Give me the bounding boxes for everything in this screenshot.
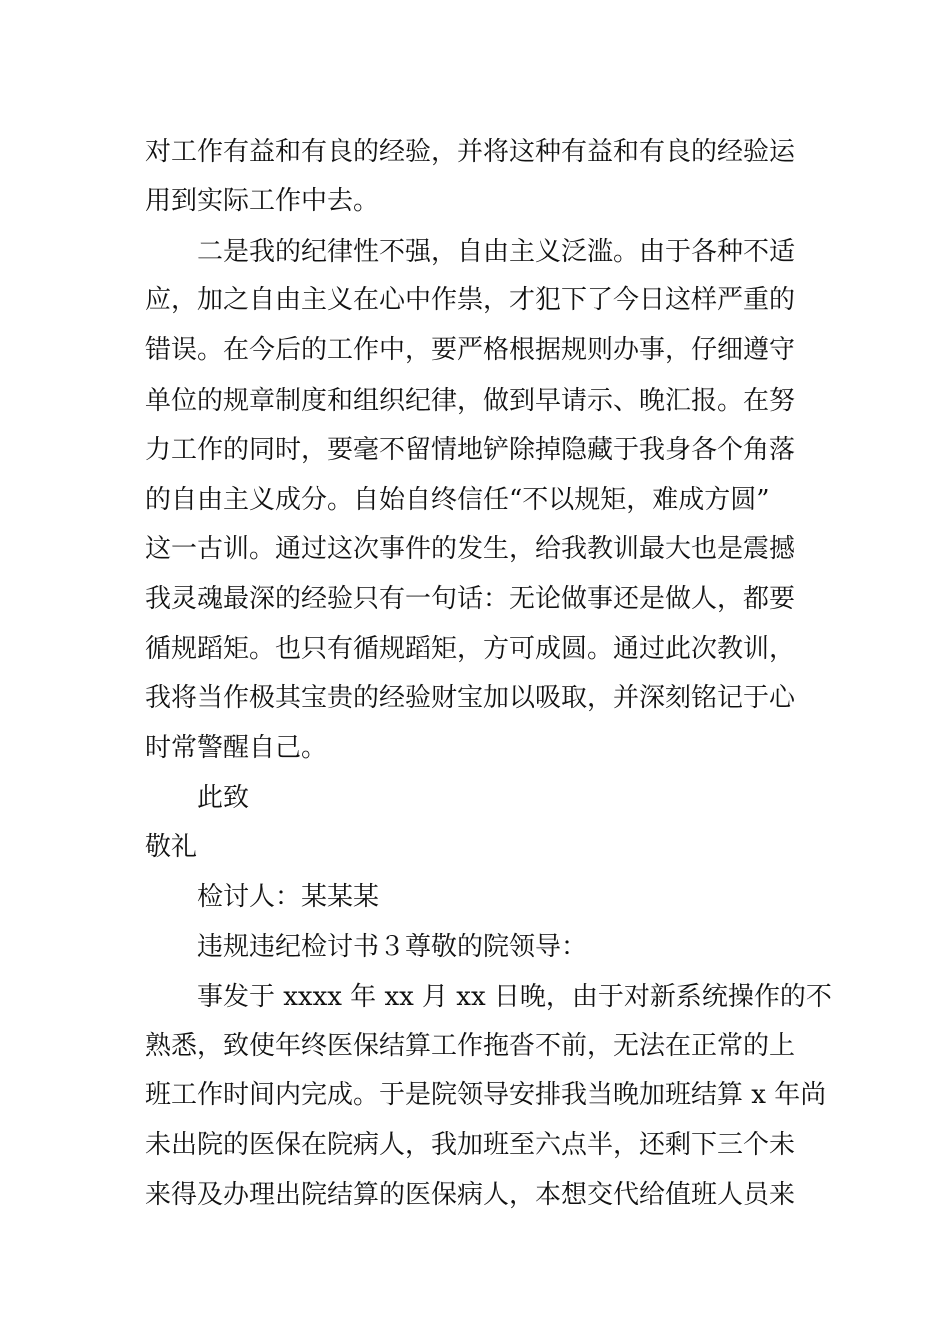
text-line: 我灵魂最深的经验只有一句话：无论做事还是做人，都要	[145, 584, 796, 614]
text-line: 用到实际工作中去。	[145, 186, 380, 216]
text-line: 我将当作极其宝贵的经验财宝加以吸取，并深刻铭记于心	[145, 683, 796, 713]
text-line: 这一古训。通过这次事件的发生，给我教训最大也是震撼	[145, 534, 796, 564]
text-line: 未出院的医保在院病人，我加班至六点半，还剩下三个未	[145, 1130, 796, 1160]
text-line: 应，加之自由主义在心中作祟，才犯下了今日这样严重的	[145, 285, 796, 315]
text-line: 时常警醒自己。	[145, 733, 328, 763]
text-line: 单位的规章制度和组织纪律，做到早请示、晚汇报。在努	[145, 386, 796, 416]
text-line: 对工作有益和有良的经验，并将这种有益和有良的经验运	[145, 137, 796, 167]
text-line: 的自由主义成分。自始自终信任“不以规矩，难成方圆”	[145, 485, 770, 515]
document-body	[145, 0, 832, 1344]
signature-line: 检讨人：某某某	[197, 882, 380, 912]
text-line: 二是我的纪律性不强，自由主义泛滥。由于各种不适	[197, 237, 796, 267]
salutation-line: 此致	[197, 783, 250, 813]
text-line: 力工作的同时，要毫不留情地铲除掉隐藏于我身各个角落	[145, 435, 796, 465]
text-line: 事发于 xxxx 年 xx 月 xx 日晚，由于对新系统操作的不	[197, 982, 832, 1012]
text-line: 循规蹈矩。也只有循规蹈矩，方可成圆。通过此次教训，	[145, 634, 796, 664]
text-line: 班工作时间内完成。于是院领导安排我当晚加班结算 x 年尚	[145, 1080, 827, 1110]
regards-line: 敬礼	[145, 832, 198, 862]
text-line: 熟悉，致使年终医保结算工作拖沓不前，无法在正常的上	[145, 1031, 796, 1061]
section-heading: 违规违纪检讨书３尊敬的院领导：	[197, 932, 588, 962]
text-line: 来得及办理出院结算的医保病人，本想交代给值班人员来	[145, 1180, 796, 1210]
text-line: 错误。在今后的工作中，要严格根据规则办事，仔细遵守	[145, 335, 796, 365]
